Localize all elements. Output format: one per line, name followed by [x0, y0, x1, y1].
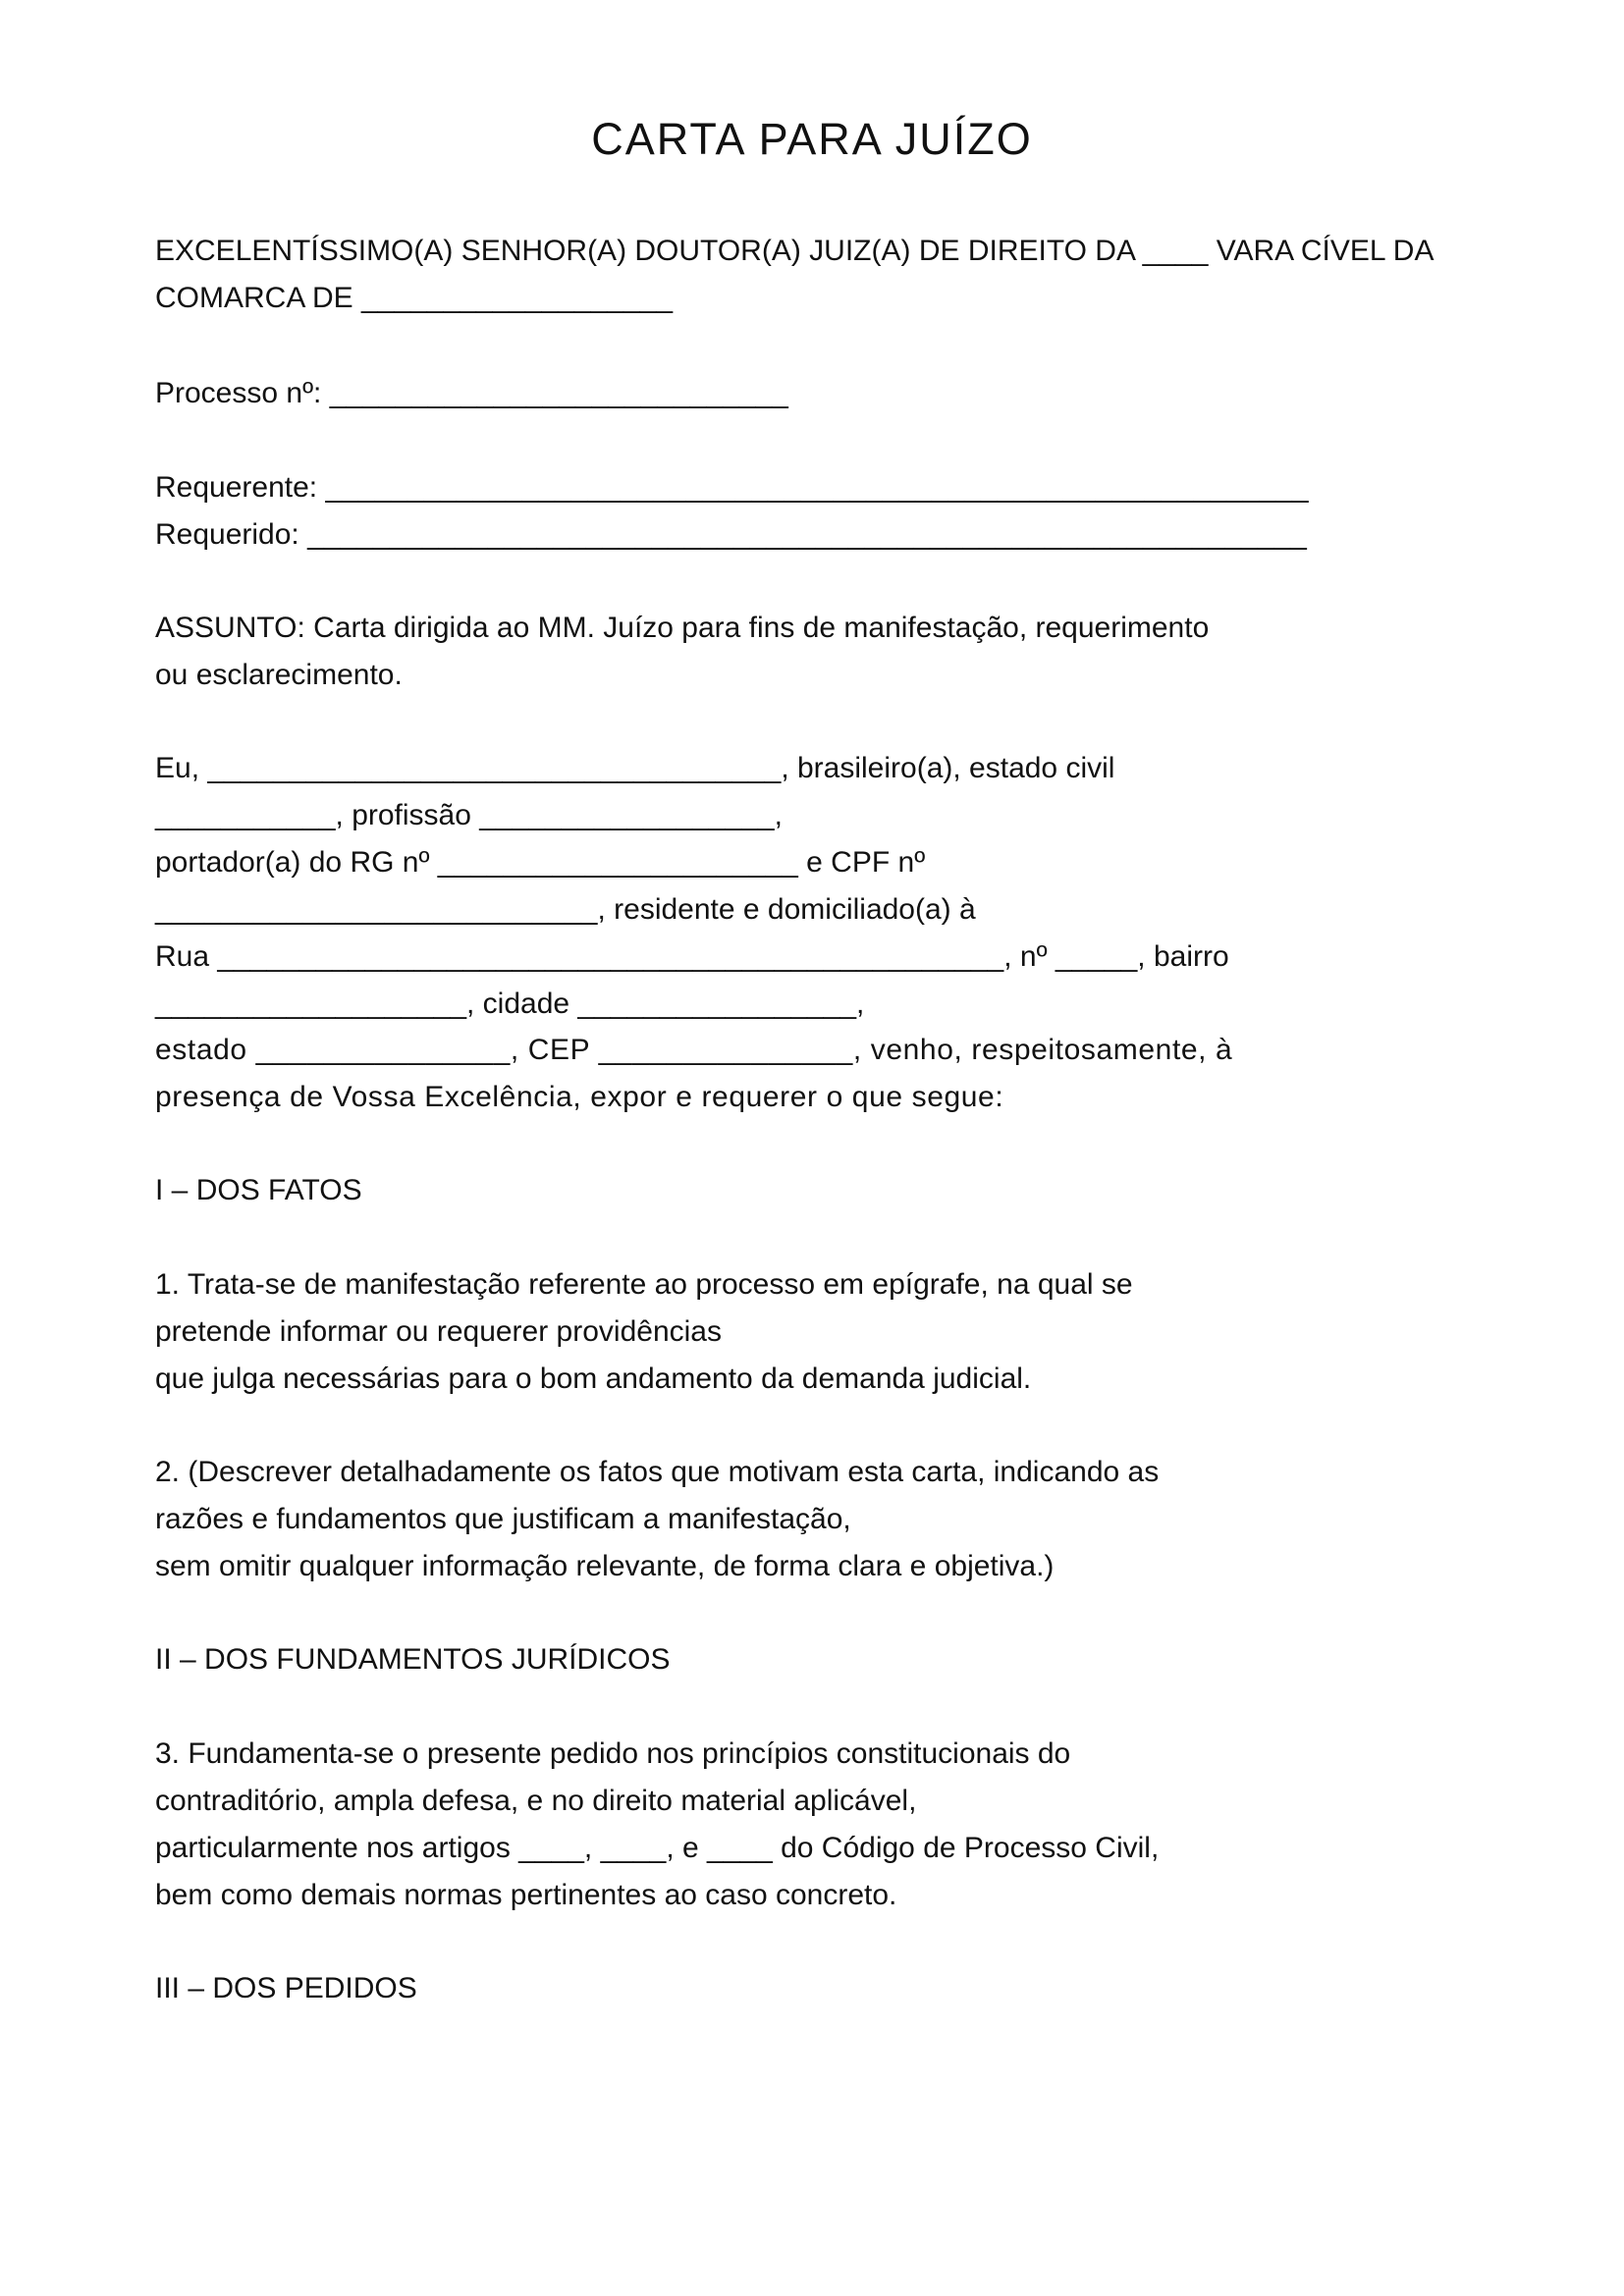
section-heading-legal-grounds: II – DOS FUNDAMENTOS JURÍDICOS: [155, 1643, 671, 1676]
paragraph-3-line-3: particularmente nos artigos ____, ____, e ____ do Código de Processo Civil,: [155, 1832, 1160, 1864]
subject-line-1: ASSUNTO: Carta dirigida ao MM. Juízo para fins de manifestação, requerimento: [155, 612, 1210, 644]
paragraph-3-line-1: 3. Fundamenta-se o presente pedido nos princípios constitucionais do: [155, 1737, 1071, 1770]
process-number-line: Processo nº: ____________________________: [155, 377, 788, 409]
paragraph-3-line-4: bem como demais normas pertinentes ao caso concreto.: [155, 1879, 897, 1911]
document-title: CARTA PARA JUÍZO: [591, 114, 1033, 164]
address-line-2: COMARCA DE ___________________: [155, 282, 674, 314]
paragraph-3-line-2: contraditório, ampla defesa, e no direito material aplicável,: [155, 1785, 917, 1817]
paragraph-2-line-1: 2. (Descrever detalhadamente os fatos que motivam esta carta, indicando as: [155, 1456, 1160, 1488]
address-line-1: EXCELENTÍSSIMO(A) SENHOR(A) DOUTOR(A) JUIZ(A) DE DIREITO DA ____ VARA CÍVEL DA: [155, 235, 1435, 267]
paragraph-1-line-3: que julga necessárias para o bom andamento da demanda judicial.: [155, 1362, 1032, 1395]
qualification-line-6: ___________________, cidade _________________,: [155, 988, 865, 1020]
paragraph-1-line-2: pretende informar ou requerer providências: [155, 1315, 722, 1348]
paragraph-1-line-1: 1. Trata-se de manifestação referente ao processo em epígrafe, na qual se: [155, 1268, 1133, 1301]
section-heading-facts: I – DOS FATOS: [155, 1174, 362, 1206]
qualification-line-5: Rua ________________________________________________, nº _____, bairro: [155, 940, 1229, 973]
qualification-line-1: Eu, ___________________________________, brasileiro(a), estado civil: [155, 752, 1115, 784]
qualification-line-3: portador(a) do RG nº ______________________ e CPF nº: [155, 846, 926, 879]
qualification-line-4: ___________________________, residente e domiciliado(a) à: [155, 893, 976, 926]
qualification-line-8: presença de Vossa Excelência, expor e requerer o que segue:: [155, 1081, 1004, 1113]
paragraph-2-line-3: sem omitir qualquer informação relevante, de forma clara e objetiva.): [155, 1550, 1055, 1582]
section-heading-requests: III – DOS PEDIDOS: [155, 1972, 417, 2004]
subject-line-2: ou esclarecimento.: [155, 659, 403, 691]
qualification-line-7: estado _______________, CEP _______________, venho, respeitosamente, à: [155, 1034, 1233, 1066]
qualification-line-2: ___________, profissão __________________,: [155, 799, 783, 831]
requerido-line: Requerido: _____________________________________________________________: [155, 518, 1307, 551]
paragraph-2-line-2: razões e fundamentos que justificam a manifestação,: [155, 1503, 851, 1535]
requerente-line: Requerente: ____________________________________________________________: [155, 471, 1309, 504]
